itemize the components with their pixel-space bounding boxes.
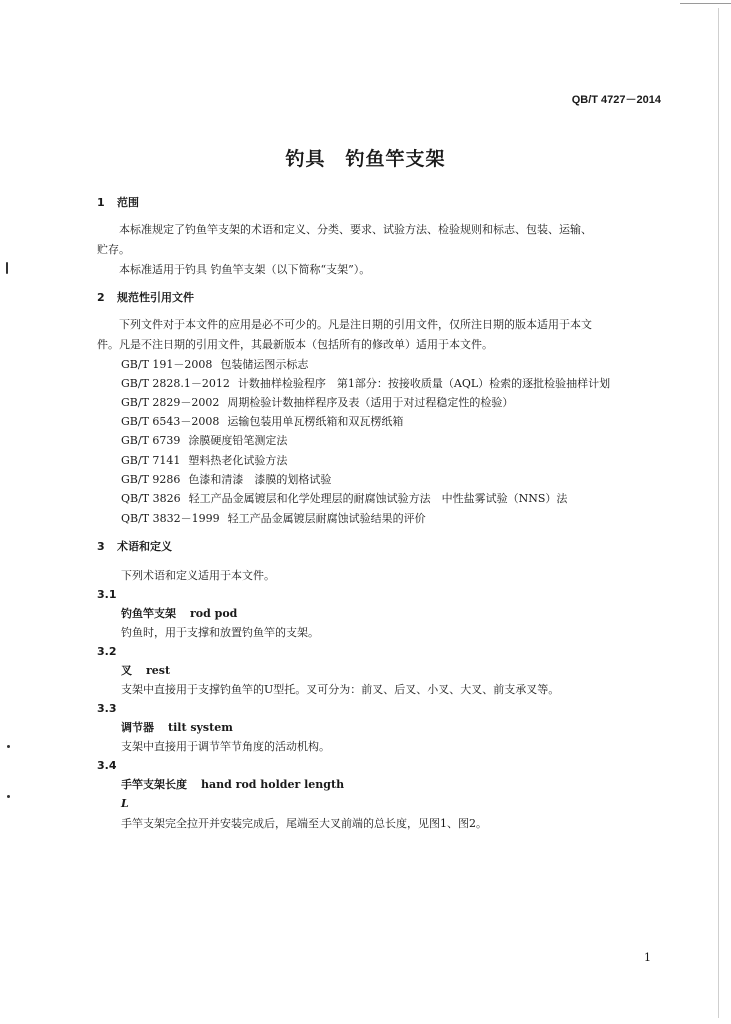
section-number: 1: [97, 196, 105, 209]
scan-speck: [7, 745, 10, 748]
section-title: 术语和定义: [117, 540, 172, 553]
section-title: 范围: [117, 196, 139, 209]
term-en: hand rod holder length: [201, 778, 345, 791]
term-number: 3.2: [97, 645, 117, 658]
reference-title: 计数抽样检验程序 第1部分：按接收质量（AQL）检索的逐批检验抽样计划: [237, 377, 611, 390]
term-en: rest: [146, 664, 171, 677]
reference-code: QB/T 3832－1999: [121, 512, 220, 525]
section-title: 规范性引用文件: [117, 291, 194, 304]
term-zh: 调节器: [121, 721, 154, 734]
reference-title: 涂膜硬度铅笔测定法: [188, 434, 288, 447]
reference-title: 轻工产品金属镀层耐腐蚀试验结果的评价: [227, 512, 426, 525]
term-definition: 钓鱼时，用于支撑和放置钓鱼竿的支架。: [121, 626, 319, 639]
reference-code: GB/T 7141: [121, 454, 181, 467]
reference-item: [121, 492, 567, 506]
section-number: 3: [97, 540, 105, 553]
term-zh: 手竿支架长度: [121, 778, 187, 791]
reference-item: [121, 415, 403, 429]
reference-item: [121, 473, 331, 487]
document-title: 钓具 钓鱼竿支架: [285, 148, 446, 170]
term-en: tilt system: [168, 721, 233, 734]
term-en: rod pod: [190, 607, 238, 620]
reference-code: GB/T 6543－2008: [121, 415, 220, 428]
scan-edge-mark: [680, 3, 731, 4]
scan-speck: [6, 262, 8, 274]
term-symbol: L: [121, 797, 129, 810]
term-heading: [121, 721, 233, 735]
section-number: 2: [97, 291, 105, 304]
term-heading: [121, 778, 344, 792]
reference-item: [121, 396, 513, 410]
reference-code: QB/T 3826: [121, 492, 181, 505]
page-number: 1: [644, 951, 651, 964]
reference-title: 运输包装用单瓦楞纸箱和双瓦楞纸箱: [227, 415, 404, 428]
paragraph: 本标准规定了钓鱼竿支架的术语和定义、分类、要求、试验方法、检验规则和标志、包装、运输、: [119, 223, 592, 236]
reference-item: [121, 434, 287, 448]
reference-item: [121, 377, 610, 391]
standard-number: QB/T 4727－2014: [571, 94, 661, 106]
term-number: 3.4: [97, 759, 117, 772]
reference-item: [121, 358, 308, 372]
paragraph: 下列术语和定义适用于本文件。: [121, 569, 275, 582]
term-zh: 钓鱼竿支架: [121, 607, 176, 620]
section-3-heading: [97, 540, 172, 554]
term-definition: 支架中直接用于支撑钓鱼竿的U型托。叉可分为：前叉、后叉、小叉、大叉、前支承叉等。: [121, 683, 560, 696]
term-zh: 叉: [121, 664, 132, 677]
paragraph: 件。凡是不注日期的引用文件，其最新版本（包括所有的修改单）适用于本文件。: [97, 338, 493, 351]
paragraph: 下列文件对于本文件的应用是必不可少的。凡是注日期的引用文件，仅所注日期的版本适用于本文: [119, 318, 592, 331]
term-number: 3.1: [97, 588, 117, 601]
reference-item: [121, 454, 287, 468]
reference-code: GB/T 2828.1－2012: [121, 377, 230, 390]
paragraph: 本标准适用于钓具 钓鱼竿支架（以下简称“支架”）。: [119, 263, 371, 276]
term-definition: 支架中直接用于调节竿节角度的活动机构。: [121, 740, 330, 753]
scan-speck: [7, 795, 10, 798]
reference-title: 色漆和清漆 漆膜的划格试验: [188, 473, 332, 486]
term-definition: 手竿支架完全拉开并安装完成后，尾端至大叉前端的总长度，见图1、图2。: [121, 817, 487, 830]
paragraph: 贮存。: [97, 243, 130, 256]
reference-code: GB/T 6739: [121, 434, 181, 447]
reference-title: 塑料热老化试验方法: [188, 454, 288, 467]
reference-item: [121, 512, 426, 526]
section-1-heading: [97, 196, 139, 210]
term-number: 3.3: [97, 702, 117, 715]
term-heading: [121, 607, 237, 621]
reference-title: 周期检验计数抽样程序及表（适用于对过程稳定性的检验）: [227, 396, 514, 409]
reference-code: GB/T 9286: [121, 473, 181, 486]
section-2-heading: [97, 291, 194, 305]
reference-title: 轻工产品金属镀层和化学处理层的耐腐蚀试验方法 中性盐雾试验（NNS）法: [188, 492, 568, 505]
reference-title: 包装储运图示标志: [220, 358, 309, 371]
term-heading: [121, 664, 170, 678]
reference-code: GB/T 191－2008: [121, 358, 213, 371]
reference-code: GB/T 2829－2002: [121, 396, 220, 409]
